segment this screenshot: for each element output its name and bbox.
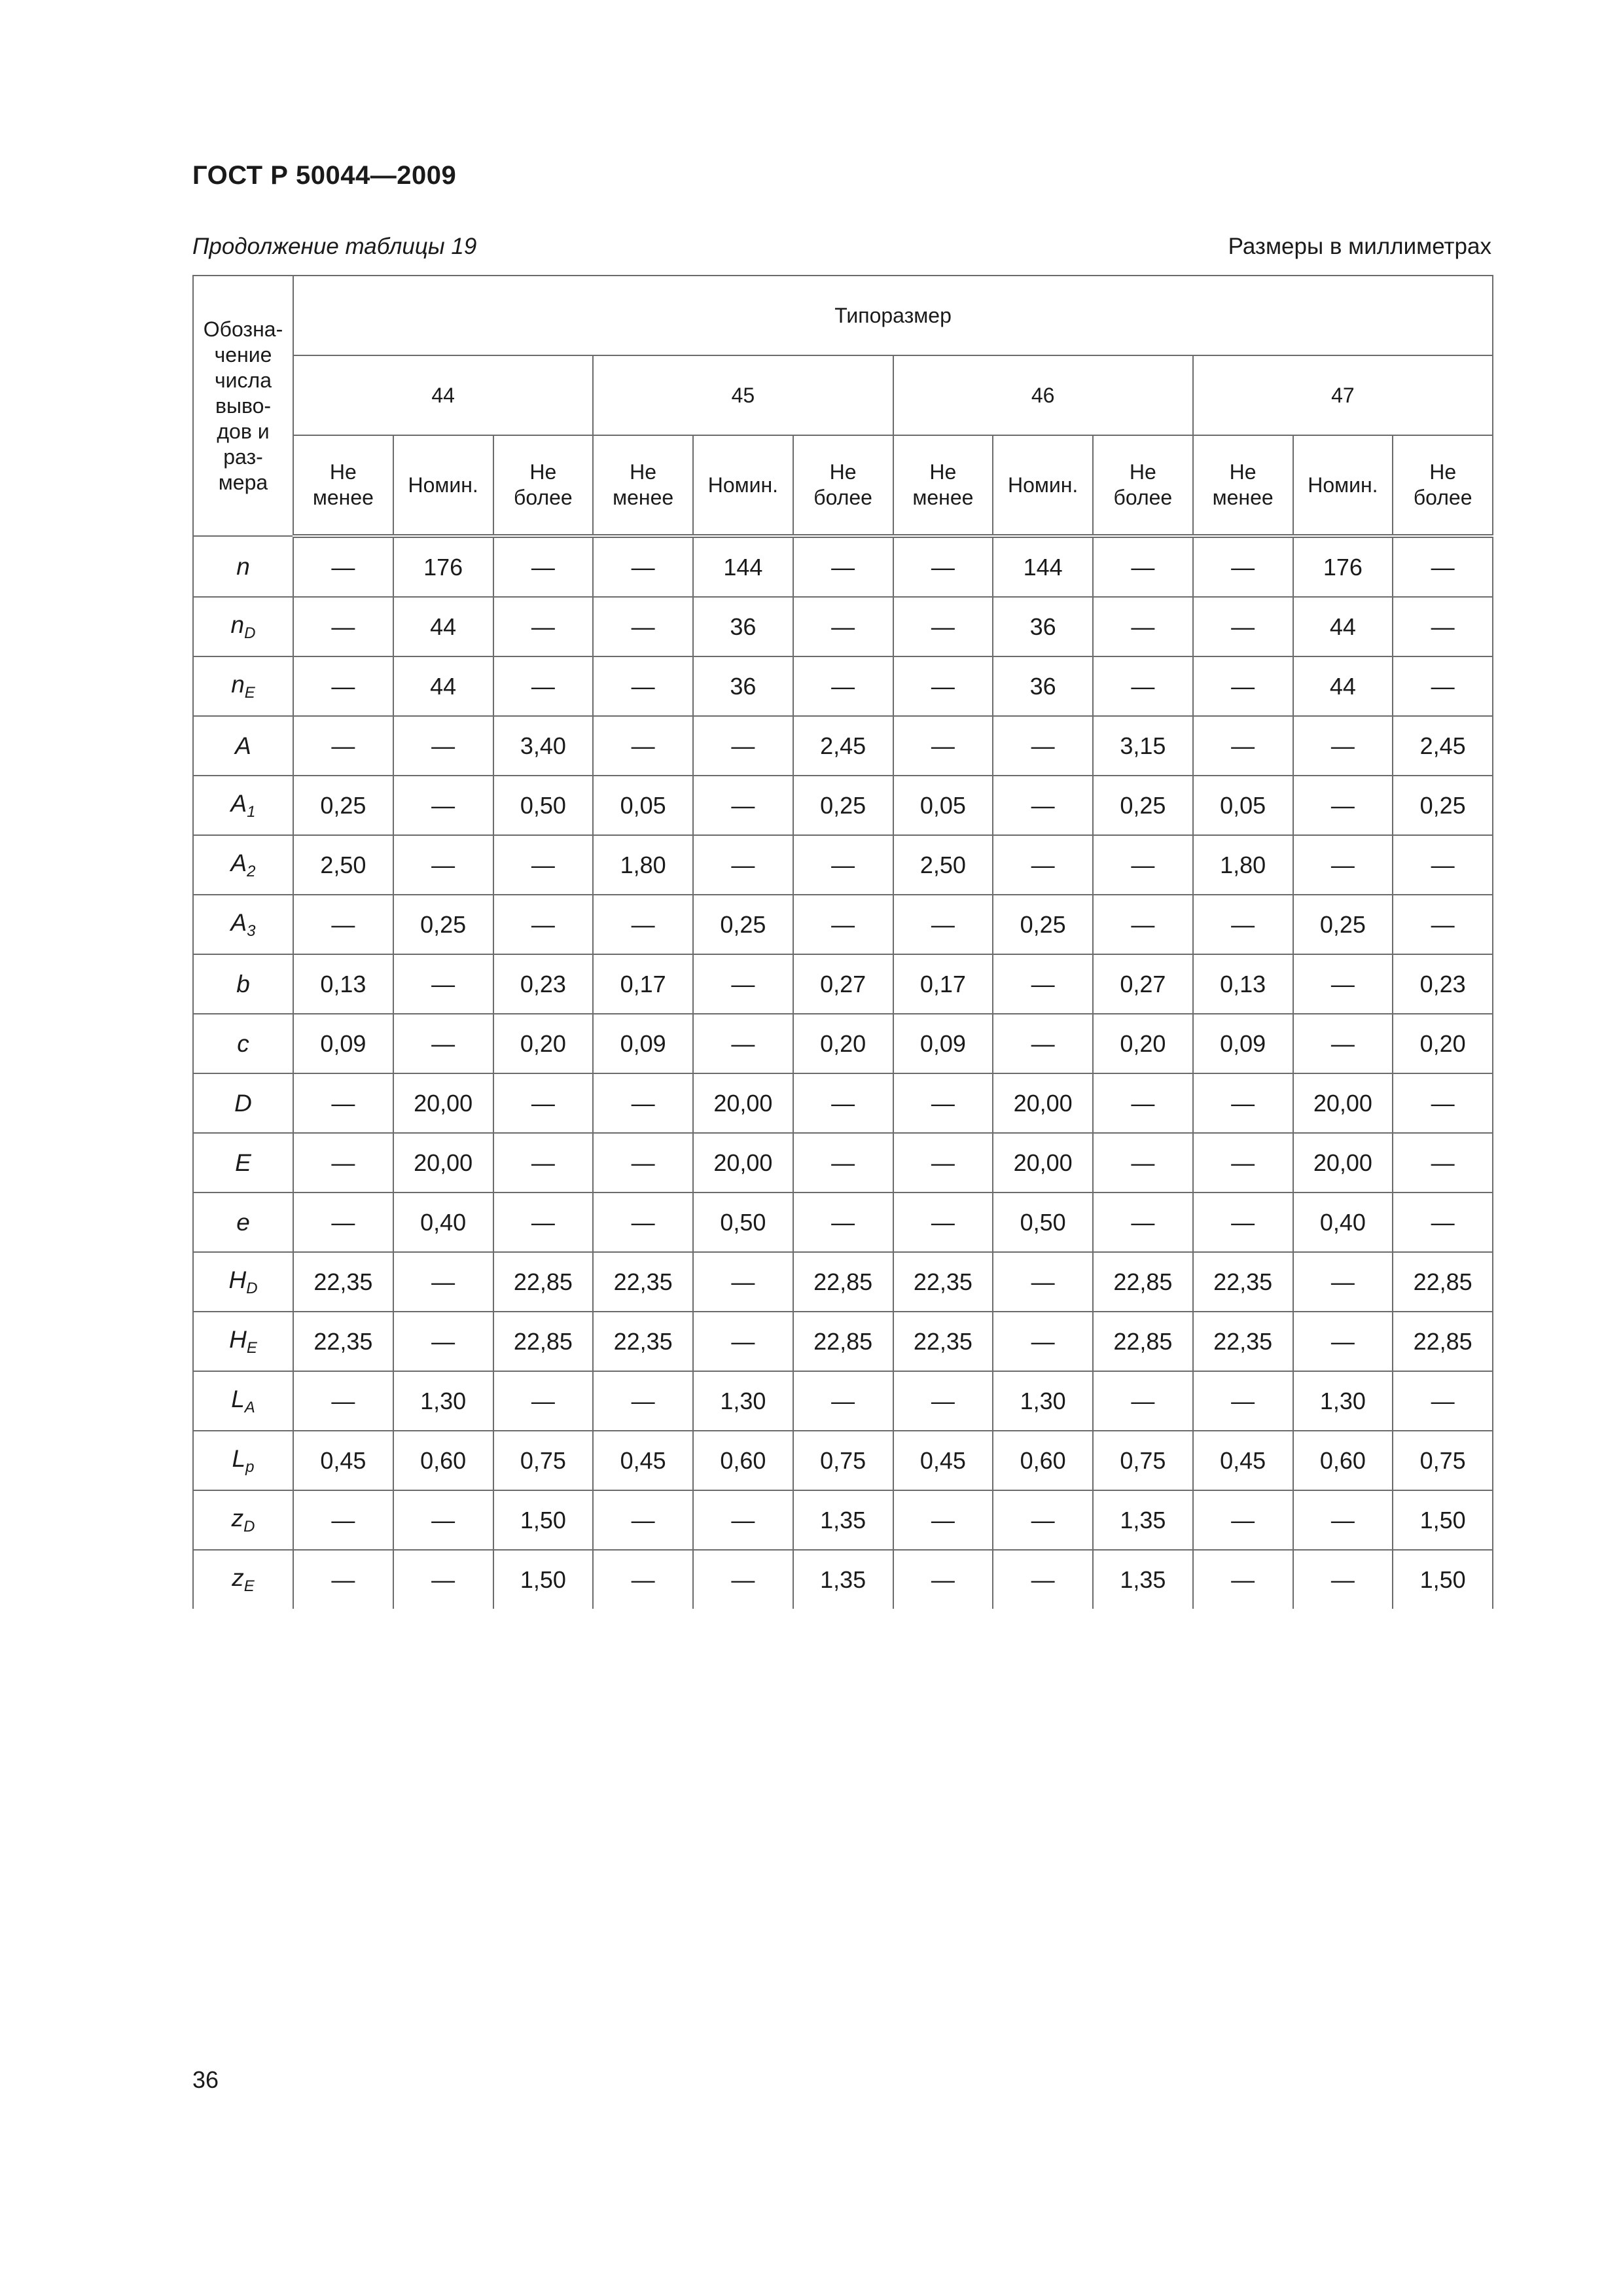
table-cell: — <box>293 1490 393 1550</box>
table-row <box>193 776 1493 835</box>
table-cell: 0,60 <box>1293 1431 1393 1490</box>
table-cell: — <box>293 536 393 597</box>
table-cell: — <box>1393 656 1493 716</box>
subheader-min: Не менее <box>893 435 993 536</box>
table-row <box>193 597 1493 656</box>
table-cell: — <box>693 1014 793 1073</box>
table-cell: 1,35 <box>793 1550 893 1609</box>
table-cell: 1,30 <box>993 1371 1093 1431</box>
table-cell: 0,20 <box>793 1014 893 1073</box>
table-cell: 1,50 <box>493 1550 594 1609</box>
size-header: 47 <box>1193 355 1493 435</box>
header-row-group <box>193 276 1493 355</box>
table-cell: — <box>293 895 393 954</box>
table-cell: 0,09 <box>593 1014 693 1073</box>
table-cell: 22,35 <box>1193 1312 1293 1371</box>
page-number: 36 <box>192 2066 219 2093</box>
parameter-symbol: D <box>193 1073 293 1133</box>
table-cell: — <box>1093 656 1193 716</box>
table-cell: 0,05 <box>593 776 693 835</box>
table-cell: 20,00 <box>693 1133 793 1193</box>
table-cell: 20,00 <box>1293 1133 1393 1193</box>
table-cell: 22,35 <box>593 1252 693 1312</box>
table-cell: — <box>1193 1490 1293 1550</box>
table-cell: 22,35 <box>893 1252 993 1312</box>
corner-header: Обозна- чение числа выво- дов и раз- мера <box>193 276 293 536</box>
table-row <box>193 1073 1493 1133</box>
table-cell: — <box>1393 895 1493 954</box>
table-cell: 0,50 <box>993 1193 1093 1252</box>
table-cell: — <box>1093 1133 1193 1193</box>
group-header: Типоразмер <box>293 276 1493 355</box>
table-row <box>193 1371 1493 1431</box>
table-cell: 0,60 <box>993 1431 1093 1490</box>
table-cell: — <box>793 656 893 716</box>
table-row <box>193 1550 1493 1609</box>
table-cell: — <box>393 954 493 1014</box>
table-cell: — <box>293 1133 393 1193</box>
table-cell: 22,35 <box>593 1312 693 1371</box>
table-cell: — <box>793 1193 893 1252</box>
table-cell: 0,17 <box>893 954 993 1014</box>
table-cell: — <box>1393 1371 1493 1431</box>
table-cell: — <box>993 1252 1093 1312</box>
table-cell: 22,85 <box>1393 1312 1493 1371</box>
table-cell: — <box>1193 716 1293 776</box>
table-cell: 22,85 <box>793 1252 893 1312</box>
subheader-nominal: Номин. <box>1293 435 1393 536</box>
table-cell: 176 <box>393 536 493 597</box>
table-cell: 0,13 <box>1193 954 1293 1014</box>
table-cell: 0,09 <box>1193 1014 1293 1073</box>
table-cell: 22,35 <box>893 1312 993 1371</box>
parameter-symbol: b <box>193 954 293 1014</box>
table-cell: — <box>693 1490 793 1550</box>
table-cell: — <box>1393 1193 1493 1252</box>
table-cell: 0,25 <box>793 776 893 835</box>
table-cell: — <box>693 835 793 895</box>
table-cell: — <box>1293 776 1393 835</box>
table-cell: — <box>493 895 594 954</box>
table-cell: — <box>993 954 1093 1014</box>
table-cell: 36 <box>993 656 1093 716</box>
table-cell: — <box>1093 1193 1193 1252</box>
table-cell: — <box>593 597 693 656</box>
table-cell: — <box>1093 1073 1193 1133</box>
table-cell: — <box>1293 1312 1393 1371</box>
table-caption: Продолжение таблицы 19 <box>192 234 477 259</box>
table-cell: — <box>593 536 693 597</box>
table-cell: 2,50 <box>293 835 393 895</box>
table-cell: 22,35 <box>293 1252 393 1312</box>
table-cell: 44 <box>393 656 493 716</box>
table-cell: — <box>793 1371 893 1431</box>
table-cell: 44 <box>1293 656 1393 716</box>
table-cell: 22,35 <box>1193 1252 1293 1312</box>
table-cell: — <box>293 1550 393 1609</box>
table-cell: 0,27 <box>1093 954 1193 1014</box>
table-cell: — <box>1293 1550 1393 1609</box>
parameter-symbol: $n_D$ <box>193 597 293 656</box>
document-code: ГОСТ Р 50044—2009 <box>192 161 457 190</box>
table-cell: — <box>1293 835 1393 895</box>
table-row <box>193 1312 1493 1371</box>
table-cell: 3,40 <box>493 716 594 776</box>
table-cell: 1,35 <box>793 1490 893 1550</box>
table-cell: 0,25 <box>1093 776 1193 835</box>
table-cell: — <box>293 1371 393 1431</box>
table-cell: — <box>493 1193 594 1252</box>
table-cell: 0,17 <box>593 954 693 1014</box>
table-cell: 1,80 <box>1193 835 1293 895</box>
table-cell: — <box>393 1014 493 1073</box>
subheader-max: Не более <box>493 435 594 536</box>
table-cell: — <box>393 1312 493 1371</box>
parameter-symbol: $z_E$ <box>193 1550 293 1609</box>
subheader-nominal: Номин. <box>393 435 493 536</box>
table-cell: 1,50 <box>493 1490 594 1550</box>
table-cell: 3,15 <box>1093 716 1193 776</box>
table-cell: — <box>493 1371 594 1431</box>
table-cell: — <box>893 1550 993 1609</box>
table-cell: — <box>693 954 793 1014</box>
table-row <box>193 835 1493 895</box>
table-cell: 0,40 <box>1293 1193 1393 1252</box>
table-cell: 1,30 <box>393 1371 493 1431</box>
table-cell: 1,30 <box>693 1371 793 1431</box>
table-cell: 22,85 <box>493 1312 594 1371</box>
table-cell: — <box>693 1312 793 1371</box>
table-cell: 0,25 <box>1393 776 1493 835</box>
subheader-max: Не более <box>1093 435 1193 536</box>
table-cell: 176 <box>1293 536 1393 597</box>
table-cell: — <box>293 716 393 776</box>
table-cell: 2,50 <box>893 835 993 895</box>
table-cell: — <box>1093 536 1193 597</box>
table-cell: — <box>993 1312 1093 1371</box>
table-cell: 22,85 <box>1093 1252 1193 1312</box>
table-cell: — <box>1393 835 1493 895</box>
table-cell: — <box>1293 1490 1393 1550</box>
subheader-min: Не менее <box>1193 435 1293 536</box>
table-cell: — <box>893 1133 993 1193</box>
table-cell: 0,05 <box>893 776 993 835</box>
parameter-symbol: $n_E$ <box>193 656 293 716</box>
table-cell: — <box>693 716 793 776</box>
table-cell: 20,00 <box>693 1073 793 1133</box>
table-row <box>193 1014 1493 1073</box>
table-cell: — <box>1093 835 1193 895</box>
table-cell: — <box>1193 895 1293 954</box>
table-cell: — <box>993 1550 1093 1609</box>
table-cell: 20,00 <box>393 1133 493 1193</box>
table-cell: 20,00 <box>1293 1073 1393 1133</box>
table-cell: — <box>893 716 993 776</box>
table-cell: — <box>1193 1550 1293 1609</box>
size-header: 46 <box>893 355 1193 435</box>
subheader-nominal: Номин. <box>693 435 793 536</box>
table-cell: 0,75 <box>793 1431 893 1490</box>
table-cell: — <box>1393 1133 1493 1193</box>
table-cell: 20,00 <box>393 1073 493 1133</box>
table-cell: — <box>993 835 1093 895</box>
table-cell: 0,23 <box>493 954 594 1014</box>
table-cell: 44 <box>393 597 493 656</box>
table-cell: — <box>1293 716 1393 776</box>
table-cell: — <box>1293 954 1393 1014</box>
table-row <box>193 954 1493 1014</box>
table-cell: 1,30 <box>1293 1371 1393 1431</box>
table-cell: — <box>593 656 693 716</box>
table-body <box>193 536 1493 1609</box>
table-cell: — <box>1193 1133 1293 1193</box>
table-cell: 0,25 <box>693 895 793 954</box>
parameter-symbol: $A_1$ <box>193 776 293 835</box>
table-cell: — <box>593 1193 693 1252</box>
table-cell: 0,09 <box>293 1014 393 1073</box>
table-cell: 0,45 <box>893 1431 993 1490</box>
table-cell: 0,75 <box>1393 1431 1493 1490</box>
table-cell: — <box>393 1490 493 1550</box>
table-cell: — <box>793 1133 893 1193</box>
table-cell: 0,20 <box>1393 1014 1493 1073</box>
parameter-symbol: $A_3$ <box>193 895 293 954</box>
table-row <box>193 1490 1493 1550</box>
table-cell: — <box>593 1550 693 1609</box>
table-cell: 0,75 <box>493 1431 594 1490</box>
table-cell: — <box>593 1371 693 1431</box>
table-cell: 144 <box>993 536 1093 597</box>
table-cell: 0,20 <box>493 1014 594 1073</box>
table-cell: — <box>893 895 993 954</box>
table-row <box>193 895 1493 954</box>
table-cell: — <box>893 1193 993 1252</box>
table-cell: 0,75 <box>1093 1431 1193 1490</box>
subheader-min: Не менее <box>593 435 693 536</box>
parameter-symbol: $L_A$ <box>193 1371 293 1431</box>
subheader-min: Не менее <box>293 435 393 536</box>
table-cell: — <box>293 1073 393 1133</box>
table-cell: 0,45 <box>1193 1431 1293 1490</box>
table-row <box>193 656 1493 716</box>
table-cell: — <box>993 716 1093 776</box>
table-cell: 22,85 <box>793 1312 893 1371</box>
table-cell: — <box>1193 1371 1293 1431</box>
table-cell: 2,45 <box>793 716 893 776</box>
table-cell: 0,20 <box>1093 1014 1193 1073</box>
table-cell: — <box>1393 536 1493 597</box>
table-cell: — <box>793 895 893 954</box>
table-row <box>193 1193 1493 1252</box>
table-cell: — <box>593 1073 693 1133</box>
parameter-symbol: $A_2$ <box>193 835 293 895</box>
table-cell: — <box>493 1073 594 1133</box>
table-cell: — <box>1193 656 1293 716</box>
subheader-max: Не более <box>793 435 893 536</box>
parameter-symbol: $z_D$ <box>193 1490 293 1550</box>
table-cell: 1,50 <box>1393 1550 1493 1609</box>
table-cell: — <box>1393 597 1493 656</box>
header-row-subheaders <box>193 435 1493 536</box>
table-cell: 0,25 <box>993 895 1093 954</box>
table-cell: 20,00 <box>993 1133 1093 1193</box>
table-cell: — <box>493 835 594 895</box>
table-cell: — <box>1293 1014 1393 1073</box>
units-note: Размеры в миллиметрах <box>1228 234 1491 259</box>
table-cell: 0,27 <box>793 954 893 1014</box>
table-cell: — <box>893 536 993 597</box>
table-cell: 22,85 <box>493 1252 594 1312</box>
table-cell: — <box>593 716 693 776</box>
table-cell: 0,13 <box>293 954 393 1014</box>
table-cell: — <box>593 1133 693 1193</box>
table-cell: — <box>393 1550 493 1609</box>
table-cell: 1,50 <box>1393 1490 1493 1550</box>
table-cell: 0,50 <box>493 776 594 835</box>
table-cell: — <box>793 1073 893 1133</box>
table-cell: — <box>493 597 594 656</box>
table-cell: — <box>593 1490 693 1550</box>
table-cell: — <box>1093 895 1193 954</box>
table-cell: — <box>993 1014 1093 1073</box>
table-cell: — <box>1093 597 1193 656</box>
parameter-symbol: e <box>193 1193 293 1252</box>
table-cell: — <box>1193 1073 1293 1133</box>
table-cell: — <box>893 1073 993 1133</box>
table-cell: 0,25 <box>393 895 493 954</box>
table-row <box>193 536 1493 597</box>
table-cell: 1,35 <box>1093 1490 1193 1550</box>
table-cell: — <box>893 1371 993 1431</box>
table-cell: 0,45 <box>593 1431 693 1490</box>
table-cell: — <box>793 597 893 656</box>
header-row-sizes <box>193 355 1493 435</box>
table-cell: — <box>693 1252 793 1312</box>
table-cell: 36 <box>993 597 1093 656</box>
table-cell: — <box>393 1252 493 1312</box>
parameter-symbol: c <box>193 1014 293 1073</box>
table-cell: — <box>293 1193 393 1252</box>
table-cell: — <box>893 656 993 716</box>
table-cell: — <box>593 895 693 954</box>
table-cell: — <box>993 1490 1093 1550</box>
table-cell: — <box>1093 1371 1193 1431</box>
subheader-nominal: Номин. <box>993 435 1093 536</box>
table-cell: — <box>493 536 594 597</box>
parameter-symbol: $H_D$ <box>193 1252 293 1312</box>
table-cell: — <box>1193 536 1293 597</box>
table-cell: 1,80 <box>593 835 693 895</box>
table-cell: — <box>493 1133 594 1193</box>
table-cell: 0,05 <box>1193 776 1293 835</box>
table-cell: — <box>393 776 493 835</box>
table-cell: 0,50 <box>693 1193 793 1252</box>
table-cell: — <box>1193 1193 1293 1252</box>
table-cell: 0,45 <box>293 1431 393 1490</box>
size-header: 45 <box>593 355 893 435</box>
subheader-max: Не более <box>1393 435 1493 536</box>
table-cell: 22,85 <box>1393 1252 1493 1312</box>
table-cell: 0,60 <box>393 1431 493 1490</box>
table-cell: 144 <box>693 536 793 597</box>
table-cell: 22,35 <box>293 1312 393 1371</box>
table-cell: 0,25 <box>1293 895 1393 954</box>
parameter-symbol: n <box>193 536 293 597</box>
table-cell: 36 <box>693 597 793 656</box>
table-cell: 0,09 <box>893 1014 993 1073</box>
table-cell: — <box>293 656 393 716</box>
table-cell: — <box>693 776 793 835</box>
table-cell: — <box>293 597 393 656</box>
parameter-symbol: $H_E$ <box>193 1312 293 1371</box>
table-cell: 0,23 <box>1393 954 1493 1014</box>
table-cell: 36 <box>693 656 793 716</box>
table-row <box>193 716 1493 776</box>
table-row <box>193 1133 1493 1193</box>
table-cell: 44 <box>1293 597 1393 656</box>
dimensions-table <box>192 275 1493 1609</box>
size-header: 44 <box>293 355 593 435</box>
parameter-symbol: $L_p$ <box>193 1431 293 1490</box>
table-cell: 0,60 <box>693 1431 793 1490</box>
table-cell: 22,85 <box>1093 1312 1193 1371</box>
table-cell: — <box>793 536 893 597</box>
table-cell: — <box>393 835 493 895</box>
table-cell: 20,00 <box>993 1073 1093 1133</box>
table-cell: — <box>393 716 493 776</box>
table-cell: — <box>793 835 893 895</box>
parameter-symbol: E <box>193 1133 293 1193</box>
table-cell: — <box>493 656 594 716</box>
table-cell: — <box>893 597 993 656</box>
table-cell: — <box>1393 1073 1493 1133</box>
table-cell: — <box>1193 597 1293 656</box>
table-cell: 2,45 <box>1393 716 1493 776</box>
table-cell: 1,35 <box>1093 1550 1193 1609</box>
parameter-symbol: A <box>193 716 293 776</box>
table-cell: — <box>993 776 1093 835</box>
table-cell: — <box>893 1490 993 1550</box>
table-cell: 0,40 <box>393 1193 493 1252</box>
table-row <box>193 1431 1493 1490</box>
table-cell: — <box>1293 1252 1393 1312</box>
table-cell: — <box>693 1550 793 1609</box>
table-row <box>193 1252 1493 1312</box>
table-cell: 0,25 <box>293 776 393 835</box>
